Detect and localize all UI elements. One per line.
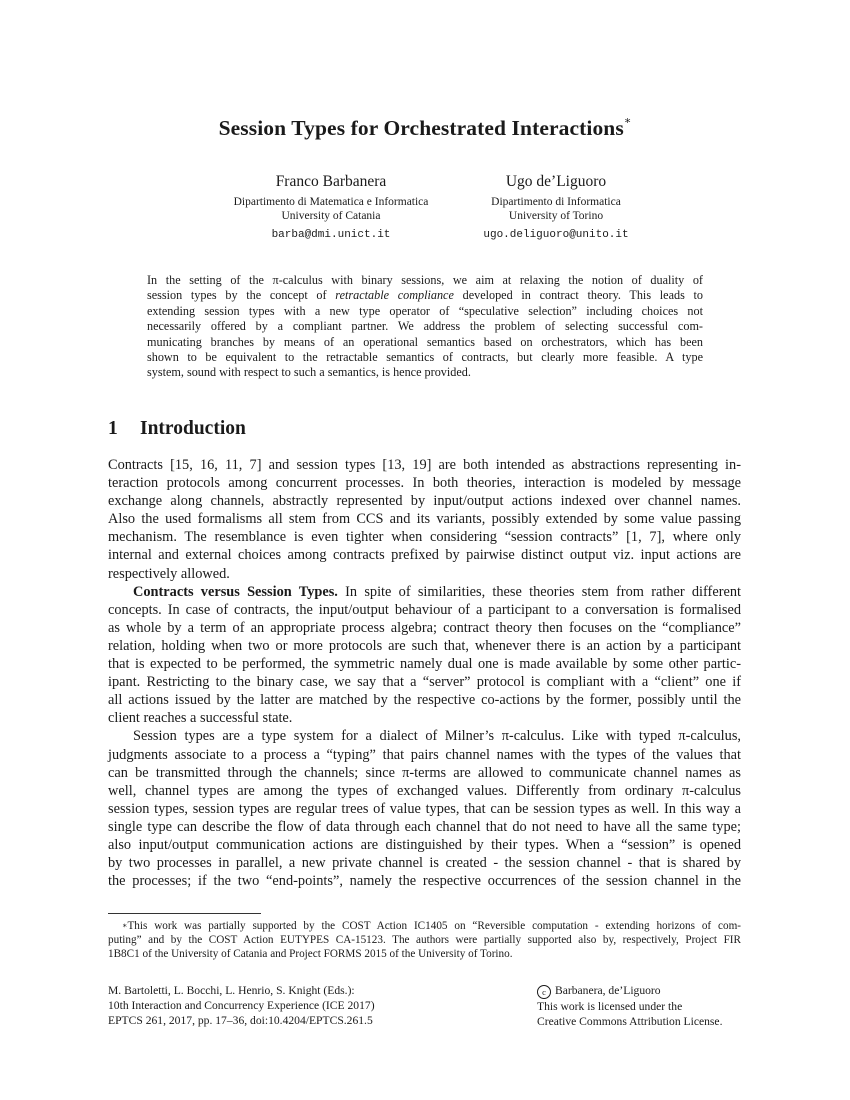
author-department: Dipartimento di Informatica [491, 196, 621, 208]
footnote-line: 1B8C1 of the University of Catania and Project FORMS 2015 of the University of Torino. [108, 948, 513, 961]
section-number: 1 [108, 418, 118, 439]
abstract-text: developed in contract theory. This leads to [453, 288, 703, 303]
author-email: barba@dmi.unict.it [271, 229, 391, 241]
body-line: the processes; if the two “end-points”, namely the respective occurrences of the session channel in the [108, 873, 741, 890]
pubinfo-line: 10th Interaction and Concurrency Experience (ICE 2017) [108, 999, 375, 1012]
author-name: Ugo de’Liguoro [505, 173, 607, 190]
section-title: Introduction [140, 418, 246, 439]
body-line: also input/output communication actions are distinguished by their types. When a “session” is opened [108, 836, 741, 853]
body-line-text: In spite of similarities, these theories stem from rather different [337, 583, 742, 600]
body-line: single type can describe the flow of data through each channel that do not need to have all the same type; [108, 818, 741, 835]
abstract-line: system, sound with respect to such a semantics, is hence provided. [147, 365, 471, 380]
license-line: Creative Commons Attribution License. [537, 1015, 723, 1028]
license-line: This work is licensed under the [537, 1000, 683, 1013]
body-line: respectively allowed. [108, 565, 230, 582]
body-line: relation, holding when two or more protocols are such that, whenever there is an action by a participant [108, 637, 741, 654]
abstract-line: In the setting of the π-calculus with binary sessions, we aim at relaxing the notion of duality of [147, 273, 703, 287]
body-line: mechanism. The resemblance is even tighter when considering “session contracts” [1, 7], where only [108, 529, 741, 546]
body-line: Also the used formalisms all stem from CCS and its variants, possibly extended by some value passing [108, 511, 741, 528]
body-line: by two processes in parallel, a new private channel is created - the session channel - that is shared by [108, 855, 741, 872]
body-text [108, 456, 741, 890]
body-line: ipant. Restricting to the binary case, we say that a “server” protocol is compliant with a “client” one if [108, 674, 741, 691]
abstract-line: shown to be equivalent to the retractable semantics of contracts, but clearly more feasible. A type [147, 350, 703, 365]
footnote-mark: ∗ [122, 921, 128, 930]
abstract-line [147, 288, 703, 303]
paragraph-heading: Contracts versus Session Types. [133, 583, 338, 600]
body-line: session types, session types are regular trees of value types, that can be session types as well. In this way a [108, 800, 741, 817]
footnote-rule [108, 913, 261, 914]
publication-info [108, 983, 375, 1028]
section-heading [108, 418, 246, 440]
footnote-line [108, 919, 741, 933]
body-line: that is expected to be performed, the symmetric namely dual one is made available by some other partic- [108, 656, 741, 673]
abstract [147, 273, 703, 381]
author-university: University of Torino [508, 210, 604, 222]
body-line: client reaches a successful state. [108, 710, 293, 727]
title-footnote-mark: ∗ [623, 115, 632, 127]
copyright-line [537, 983, 722, 999]
abstract-line: necessarily offered by a compliant partner. We address the problem of selecting successful com- [147, 319, 703, 334]
paper-title [0, 116, 850, 141]
body-line: all actions issued by the latter are matched by the respective co-actions by the former, possibly until the [108, 692, 741, 709]
body-line [108, 583, 741, 601]
body-line: can be transmitted through the channels; since π-terms are allowed to communicate channel names as [108, 764, 741, 781]
body-line: exchange along channels, abstractly represented by input/output actions indexed over channel names. [108, 493, 741, 510]
paper-title-text: Session Types for Orchestrated Interactions [218, 116, 624, 140]
abstract-text: session types by the concept of [147, 288, 336, 303]
abstract-line: extending session types with a new type operator of “speculative selection” including choices not [147, 303, 703, 318]
body-line: internal and external choices among contracts prefixed by pairwise distinct output viz. input actions are [108, 547, 741, 564]
footnote-line: puting” and by the COST Action EUTYPES CA-15123. The authors were partially supported also by, respectively, Project FIR [108, 934, 741, 947]
author-university: University of Catania [281, 210, 381, 222]
author-department: Dipartimento di Matematica e Informatica [233, 196, 429, 208]
abstract-emphasis: retractable compliance [335, 288, 454, 303]
author-email: ugo.deliguoro@unito.it [483, 229, 629, 241]
body-line: Contracts [15, 16, 11, 7] and session types [13, 19] are both intended as abstractions representing in- [108, 457, 741, 473]
copyright-holders: Barbanera, de’Liguoro [555, 984, 661, 997]
author-block-2 [456, 172, 656, 242]
footnote-line-text: This work was partially supported by the COST Action IC1405 on “Reversible computation - extending horizons of com- [127, 920, 741, 932]
pubinfo-line: M. Bartoletti, L. Bocchi, L. Henrio, S. Knight (Eds.): [108, 984, 355, 997]
body-line: as whole by a term of an appropriate process algebra; contract theory then focuses on the “compliance” [108, 619, 741, 636]
body-line: Session types are a type system for a dialect of Milner’s π-calculus. Like with typed π-calculus, [133, 728, 741, 745]
body-line: well, channel types are among the types of exchanged values. Differently from ordinary π-calculus [108, 782, 741, 799]
body-line: concepts. In case of contracts, the input/output behaviour of a participant to a conversation is formalised [108, 601, 741, 618]
body-line: teraction protocols among concurrent processes. In both theories, interaction is modeled by message [108, 475, 741, 492]
footnote [108, 919, 741, 962]
pubinfo-line: EPTCS 261, 2017, pp. 17–36, doi:10.4204/EPTCS.261.5 [108, 1014, 373, 1027]
author-block-1 [196, 172, 466, 242]
copyright-icon: c [537, 985, 551, 999]
abstract-line: municating branches by means of an operational semantics based on orchestrators, which has been [147, 334, 703, 349]
author-name: Franco Barbanera [275, 173, 387, 190]
license-info [537, 983, 722, 1029]
body-line: judgments associate to a process a “typing” that pairs channel names with the types of the values that [108, 746, 741, 763]
